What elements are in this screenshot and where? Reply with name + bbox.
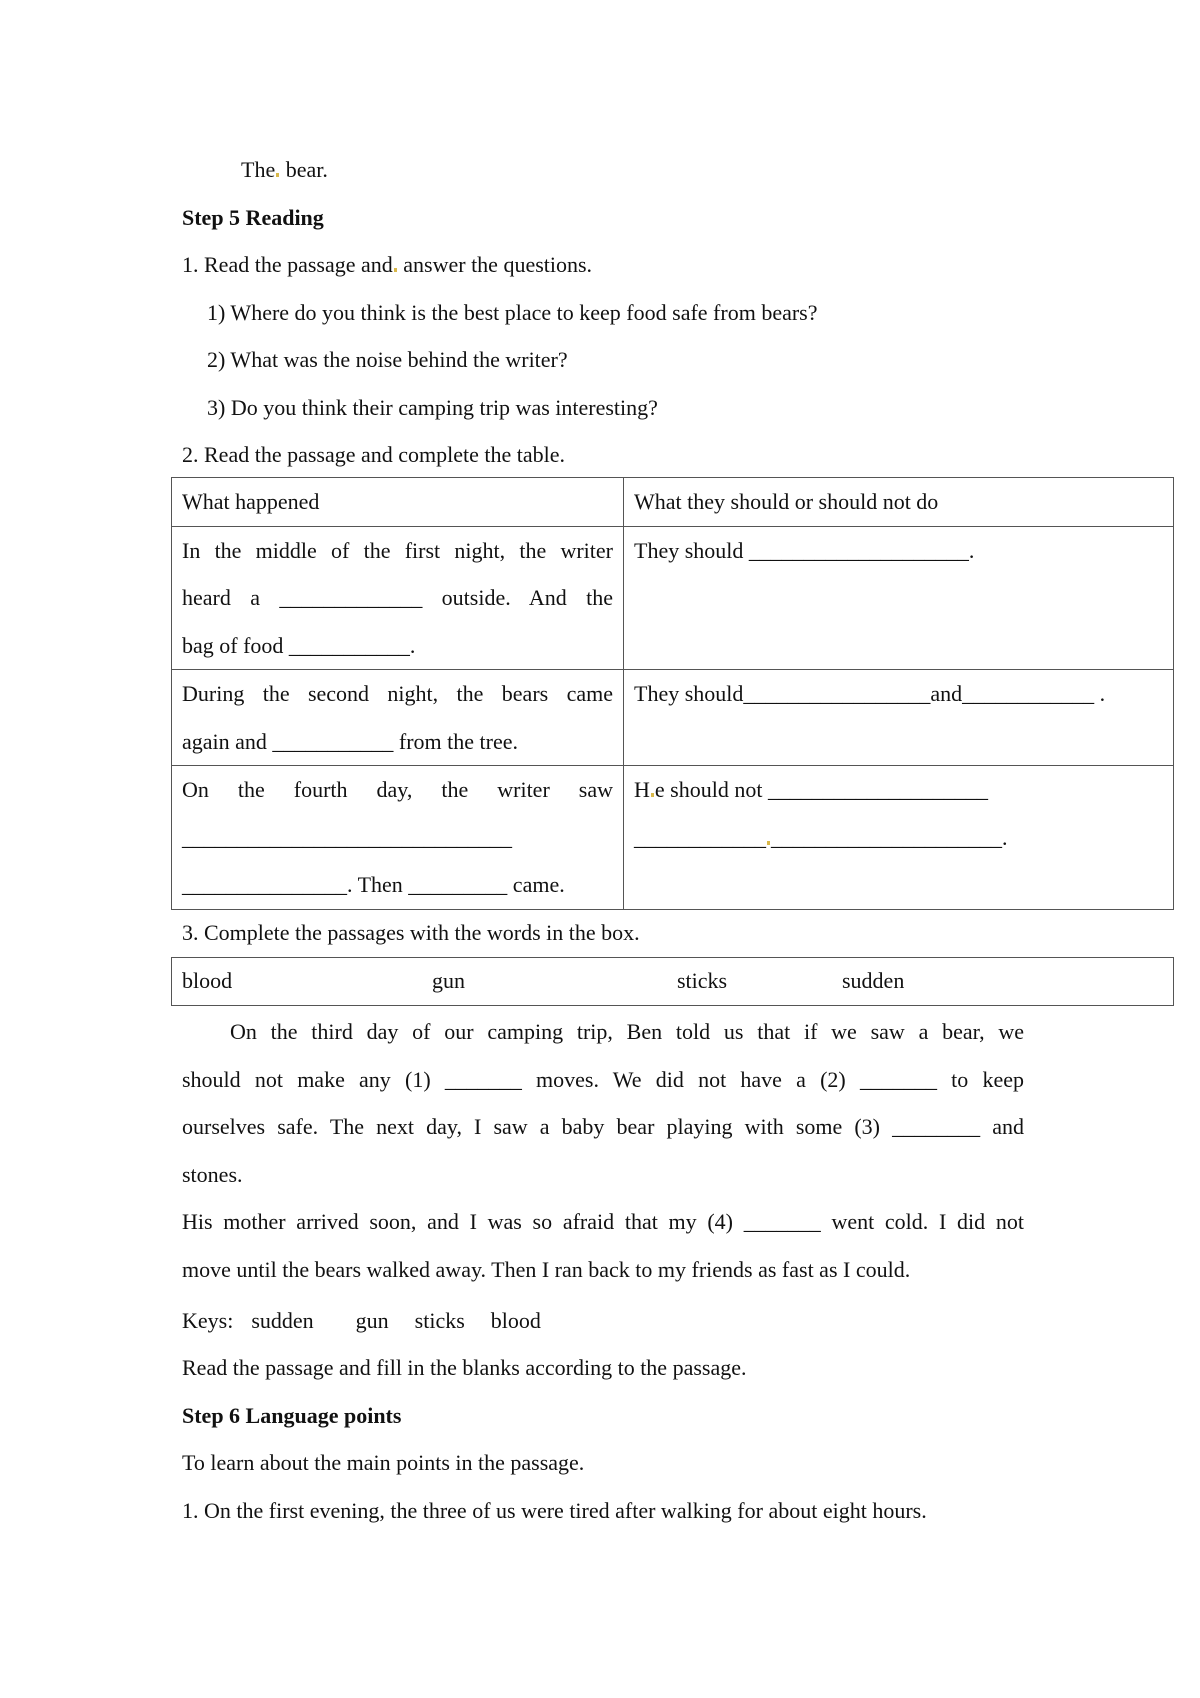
row2-line1: During the second night, the bears came (182, 681, 613, 706)
header-should-do: What they should or should not do (624, 478, 1174, 527)
key-word: blood (490, 1308, 541, 1333)
row3-line1: On the fourth day, the writer saw (182, 777, 613, 802)
row1-what-happened (172, 526, 624, 670)
row1-line3: bag of food ___________. (182, 632, 416, 658)
step5-heading: Step 5 Reading (182, 205, 324, 230)
word-blood: blood (182, 968, 233, 993)
question-3: 3) Do you think their camping trip was interesting? (207, 395, 658, 420)
word-sudden: sudden (842, 968, 905, 993)
key-word: sticks (414, 1308, 465, 1333)
task2-instruction: 2. Read the passage and complete the table. (182, 442, 566, 467)
top-line-end: bear. (285, 157, 328, 182)
keys-line (182, 1306, 541, 1336)
passage-line-1: On the third day of our camping trip, Ben told us that if we saw a bear, we (230, 1019, 1024, 1044)
row2-answer-line: They should_________________and____________ . (634, 681, 1106, 706)
keys-label: Keys: (182, 1308, 234, 1333)
row1-line1: In the middle of the first night, the writer (182, 537, 613, 563)
key-word: gun (355, 1308, 389, 1333)
question-2: 2) What was the noise behind the writer? (207, 347, 568, 372)
header-what-happened: What happened (172, 478, 624, 527)
edit-mark-icon (651, 793, 654, 797)
table-row (172, 766, 1174, 910)
row2-line2: again and ___________ from the tree. (182, 728, 519, 754)
fill-instruction: Read the passage and fill in the blanks according to the passage. (182, 1355, 747, 1380)
row3-what-happened (172, 766, 624, 910)
row3-line2: ______________________________ (182, 824, 512, 850)
edit-mark-icon (276, 173, 279, 177)
word-gun: gun (432, 968, 465, 993)
row3-line2-end: _____________________. (771, 824, 1008, 850)
passage-line-4: stones. (182, 1161, 243, 1187)
table-header-row (172, 478, 1174, 527)
passage2-line-1: His mother arrived soon, and I was so afraid that my (4) _______ went cold. I did not (182, 1209, 1024, 1234)
row3-should-do (624, 766, 1174, 910)
step6-intro: To learn about the main points in the passage. (182, 1450, 585, 1475)
row1-should-do (624, 526, 1174, 670)
row3-line2-start: ____________ (634, 824, 766, 850)
table-row (172, 670, 1174, 766)
top-line (241, 155, 328, 185)
word-sticks: sticks (677, 968, 728, 993)
row3-answer-line2 (634, 814, 1163, 862)
step6-heading: Step 6 Language points (182, 1403, 402, 1428)
row1-answer-line: They should ____________________. (634, 537, 975, 563)
row3-line1-start: H (634, 777, 650, 802)
passage-paragraph-2 (182, 1198, 1024, 1293)
passage2-line-2: move until the bears walked away. Then I ran back to my friends as fast as I could. (182, 1256, 911, 1282)
language-point-1: 1. On the first evening, the three of us were tired after walking for about eight hours. (182, 1498, 927, 1523)
row1-line2: heard a _____________ outside. And the (182, 585, 613, 610)
key-word: sudden (251, 1308, 314, 1333)
task1-text-start: 1. Read the passage and (182, 252, 393, 277)
edit-mark-icon (394, 268, 397, 272)
task3-instruction: 3. Complete the passages with the words in the box. (182, 920, 640, 945)
passage-line-3: ourselves safe. The next day, I saw a baby bear playing with some (3) ________ and (182, 1114, 1024, 1139)
top-line-start: The (241, 157, 276, 182)
row3-answer-line1 (634, 766, 1163, 814)
edit-mark-icon (767, 841, 770, 845)
question-1: 1) Where do you think is the best place to keep food safe from bears? (207, 300, 818, 325)
table-row (172, 526, 1174, 670)
complete-table (171, 477, 1174, 910)
row2-should-do (624, 670, 1174, 766)
word-box (171, 957, 1174, 1006)
row3-line3: _______________. Then _________ came. (182, 872, 565, 897)
task1-text-end: answer the questions. (403, 252, 593, 277)
row3-line1-end: e should not ____________________ (654, 777, 988, 802)
row2-what-happened (172, 670, 624, 766)
passage-paragraph-1 (182, 1008, 1024, 1198)
passage-line-2: should not make any (1) _______ moves. We did not have a (2) _______ to keep (182, 1066, 1024, 1092)
task1-instruction (182, 250, 592, 280)
